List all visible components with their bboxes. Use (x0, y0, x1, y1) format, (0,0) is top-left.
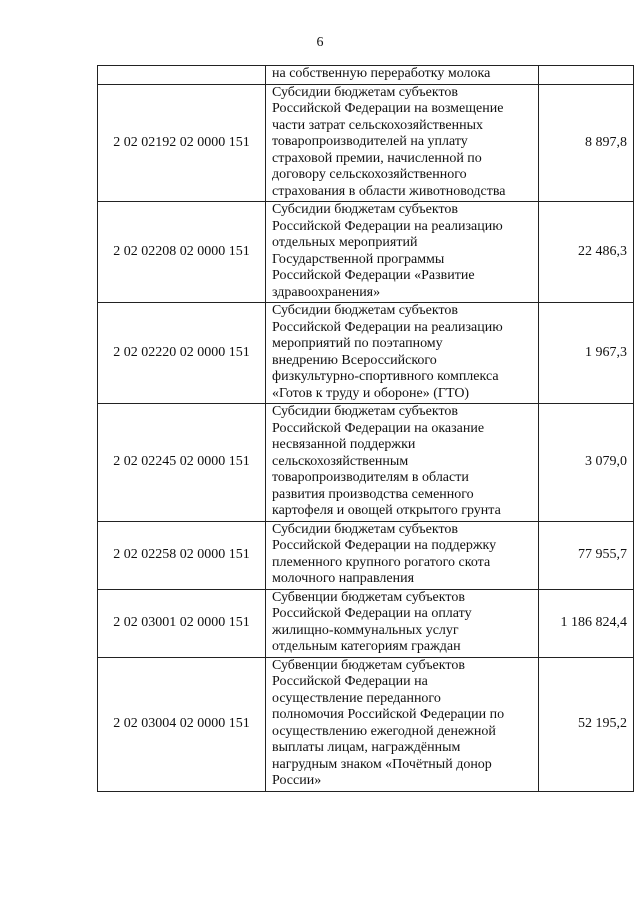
description-line: здравоохранения» (272, 284, 381, 300)
description-cell (266, 521, 539, 589)
description-line: Субсидии бюджетам субъектов (272, 84, 459, 100)
budget-code-cell: 2 02 03001 02 0000 151 (98, 589, 266, 657)
budget-code-cell: 2 02 03004 02 0000 151 (98, 657, 266, 791)
description-line: Российской Федерации на возмещение (272, 101, 504, 116)
table-row (98, 589, 634, 657)
description-line: осуществлению ежегодной денежной (272, 723, 496, 739)
description-line: Субвенции бюджетам субъектов (272, 657, 465, 673)
description-line: нагрудным знаком «Почётный донор (272, 756, 492, 772)
description-line: на собственную переработку молока (272, 66, 491, 81)
budget-code-cell: 2 02 02258 02 0000 151 (98, 521, 266, 589)
description-line: страхования в области животноводства (272, 183, 506, 199)
table-row (98, 521, 634, 589)
description-line: Российской Федерации на оказание (272, 420, 485, 436)
description-cell (266, 303, 539, 404)
description-cell (266, 84, 539, 202)
description-line: сельскохозяйственным (272, 453, 409, 469)
description-line: выплаты лицам, награждённым (272, 740, 461, 755)
table-row (98, 404, 634, 522)
amount-cell: 1 967,3 (539, 303, 634, 404)
description-cell (266, 202, 539, 303)
description-line: мероприятий по поэтапному (272, 336, 443, 351)
description-line: картофеля и овощей открытого грунта (272, 503, 501, 518)
description-line: несвязанной поддержки (272, 437, 416, 452)
amount-cell: 52 195,2 (539, 657, 634, 791)
description-line: жилищно-коммунальных услуг (272, 622, 459, 638)
description-line: Государственной программы (272, 251, 445, 267)
description-line: России» (272, 773, 322, 788)
amount-cell: 77 955,7 (539, 521, 634, 589)
description-line: части затрат сельскохозяйственных (272, 117, 484, 133)
description-line: полномочия Российской Федерации по (272, 707, 505, 722)
table-row (98, 202, 634, 303)
description-line: Российской Федерации на реализацию (272, 319, 503, 335)
table-row (98, 657, 634, 791)
description-line: физкультурно-спортивного комплекса (272, 369, 499, 384)
description-line: Субсидии бюджетам субъектов (272, 202, 459, 217)
budget-code-cell (98, 66, 266, 85)
description-line: Российской Федерации на (272, 674, 428, 689)
description-line: отдельным категориям граждан (272, 639, 461, 654)
description-line: Российской Федерации на оплату (272, 606, 472, 621)
description-line: Российской Федерации «Развитие (272, 268, 475, 283)
amount-cell: 8 897,8 (539, 84, 634, 202)
budget-code-cell: 2 02 02192 02 0000 151 (98, 84, 266, 202)
table-row (98, 303, 634, 404)
description-line: племенного крупного рогатого скота (272, 554, 491, 570)
description-cell (266, 589, 539, 657)
budget-code-cell: 2 02 02245 02 0000 151 (98, 404, 266, 522)
description-line: Субвенции бюджетам субъектов (272, 589, 465, 605)
budget-revenue-table (97, 65, 634, 792)
description-line: товаропроизводителей на уплату (272, 134, 468, 149)
table-row (98, 66, 634, 85)
page-number: 6 (316, 35, 324, 50)
description-line: молочного направления (272, 571, 415, 586)
description-line: отдельных мероприятий (272, 235, 418, 250)
description-line: Российской Федерации на реализацию (272, 218, 503, 234)
description-line: страховой премии, начисленной по (272, 150, 482, 166)
description-cell (266, 657, 539, 791)
amount-cell (539, 66, 634, 85)
amount-cell: 22 486,3 (539, 202, 634, 303)
description-line: Субсидии бюджетам субъектов (272, 521, 459, 537)
table-body (98, 66, 634, 792)
description-line: развития производства семенного (272, 486, 474, 502)
amount-cell: 3 079,0 (539, 404, 634, 522)
description-cell (266, 404, 539, 522)
amount-cell: 1 186 824,4 (539, 589, 634, 657)
table-row (98, 84, 634, 202)
description-cell (266, 66, 539, 85)
budget-code-cell: 2 02 02208 02 0000 151 (98, 202, 266, 303)
budget-code-cell: 2 02 02220 02 0000 151 (98, 303, 266, 404)
description-line: товаропроизводителям в области (272, 470, 469, 485)
description-line: договору сельскохозяйственного (272, 167, 467, 182)
description-line: осуществление переданного (272, 690, 441, 706)
description-line: внедрению Всероссийского (272, 352, 437, 368)
description-line: Субсидии бюджетам субъектов (272, 404, 459, 419)
description-line: Российской Федерации на поддержку (272, 538, 497, 553)
description-line: Субсидии бюджетам субъектов (272, 303, 459, 318)
description-line: «Готов к труду и обороне» (ГТО) (272, 385, 470, 401)
